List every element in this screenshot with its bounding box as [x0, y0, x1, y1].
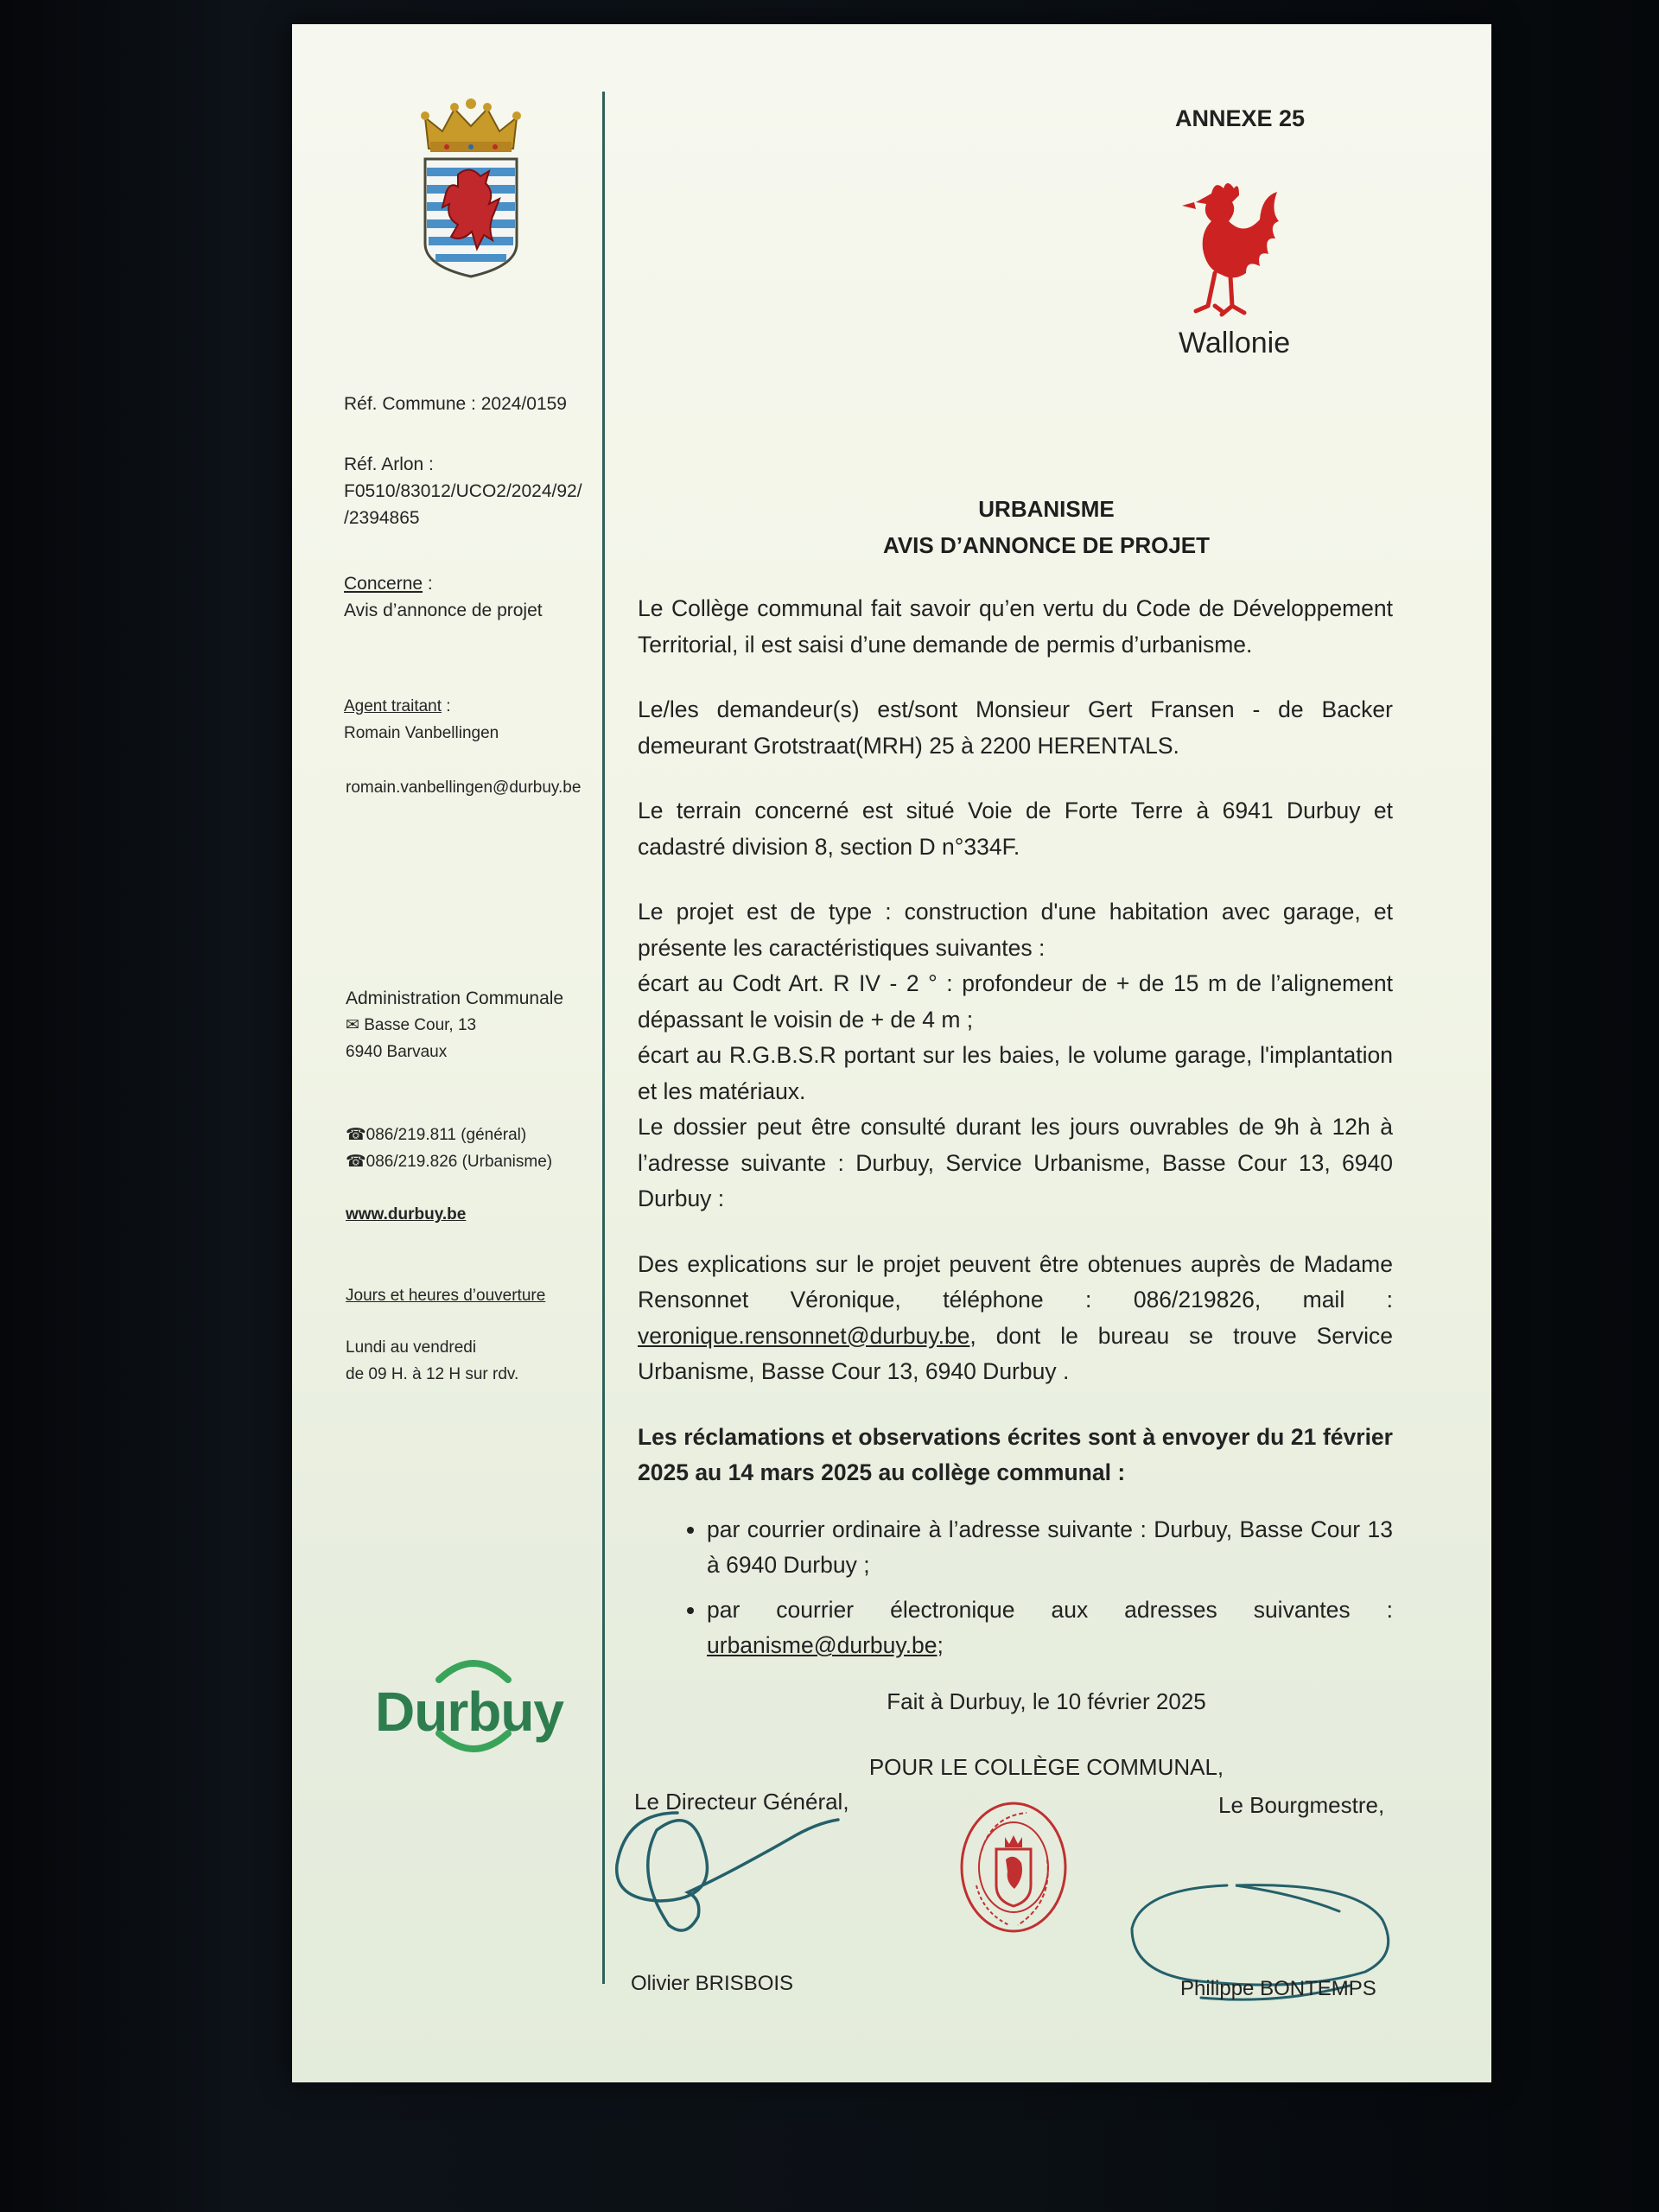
phone-block: [346, 1122, 552, 1175]
title-line2: AVIS D’ANNONCE DE PROJET: [882, 532, 1210, 558]
project-consultation: Le dossier peut être consulté durant les jours ouvrables de 9h à 12h à l’adresse suivante : Durbuy, Service Urbanisme, Basse Cour 13, 6940 Durbuy :: [638, 1114, 1393, 1211]
director-signature: [608, 1778, 850, 1942]
hours-time: de 09 H. à 12 H sur rdv.: [346, 1365, 519, 1383]
paragraph-intro: Le Collège communal fait savoir qu’en vertu du Code de Développement Territorial, il est saisi d’une demande de permis d’urbanisme.: [638, 595, 1393, 658]
admin-block: [346, 985, 563, 1065]
list-item: • par courrier ordinaire à l’adresse suivante : Durbuy, Basse Cour 13 à 6940 Durbuy ;: [707, 1512, 1393, 1584]
paragraph-project: [638, 894, 1393, 1217]
project-deviation-rgbsr: écart au R.G.B.S.R portant sur les baies, le volume garage, l'implantation et les matériaux.: [638, 1042, 1393, 1104]
contact-office: , dont le bureau se trouve Service Urbanisme, Basse Cour 13, 6940 Durbuy .: [638, 1322, 1393, 1384]
admin-address: ✉ Basse Cour, 13: [346, 1016, 477, 1034]
paragraph-applicant: Le/les demandeur(s) est/sont Monsieur Gert Fransen - de Backer demeurant Grotstraat(MRH) 25 à 2200 HERENTALS.: [638, 696, 1393, 759]
mayor-name: Philippe BONTEMPS: [1180, 1977, 1376, 2000]
notice-body: [638, 591, 1393, 1673]
contact-text: Des explications sur le projet peuvent être obtenues auprès de Madame Rensonnet Véronique, téléphone : 086/219826, mail :: [638, 1250, 1393, 1313]
project-deviation-codt: écart au Codt Art. R IV - 2 ° : profondeur de + de 15 m de l’alignement dépassant le voisin de + de 4 m ;: [638, 970, 1393, 1033]
paragraph-contact: [638, 1247, 1393, 1390]
for-college: POUR LE COLLÈGE COMMUNAL,: [868, 1754, 1224, 1780]
agent-email[interactable]: romain.vanbellingen@durbuy.be: [346, 779, 582, 797]
agent-block: [344, 693, 499, 747]
region-name: Wallonie: [1179, 327, 1291, 359]
agent-colon: :: [442, 697, 451, 715]
claims-methods-list: [638, 1512, 1393, 1664]
title-line1: URBANISME: [978, 496, 1115, 522]
annex-number: ANNEXE 25: [1175, 105, 1306, 131]
list-item: [707, 1592, 1393, 1664]
bullet2-text: par courrier électronique aux adresses suivantes :: [707, 1596, 1393, 1623]
concerne-value: Avis d’annonce de projet: [344, 601, 543, 620]
ref-arlon-line1: F0510/83012/UCO2/2024/92/: [344, 481, 582, 501]
paragraph-claims: Les réclamations et observations écrites sont à envoyer du 21 février 2025 au 14 mars 2025 au collège communal :: [638, 1423, 1393, 1485]
hours-block: [346, 1334, 518, 1388]
notice-title: [638, 491, 1455, 563]
bullet2-end: ;: [937, 1632, 944, 1658]
mayor-title: Le Bourgmestre,: [1218, 1792, 1385, 1818]
hours-days: Lundi au vendredi: [346, 1338, 477, 1357]
ref-arlon-block: [344, 451, 582, 531]
ref-arlon-line2: /2394865: [344, 508, 420, 528]
place-and-date: Fait à Durbuy, le 10 février 2025: [887, 1688, 1206, 1714]
admin-city: 6940 Barvaux: [346, 1043, 448, 1061]
website-link[interactable]: www.durbuy.be: [346, 1205, 467, 1224]
durbuy-logo: [372, 1642, 579, 1771]
concerne-block: [344, 570, 543, 624]
ref-arlon-label: Réf. Arlon :: [344, 454, 434, 474]
paragraph-land: Le terrain concerné est situé Voie de Forte Terre à 6941 Durbuy et cadastré division 8, section D n°334F.: [638, 798, 1393, 860]
official-seal: [957, 1799, 1070, 1936]
concerne-colon: :: [423, 574, 433, 594]
admin-title: Administration Communale: [346, 988, 564, 1008]
vertical-divider: [602, 92, 605, 1984]
director-title: Le Directeur Général,: [634, 1789, 849, 1815]
agent-name: Romain Vanbellingen: [344, 724, 499, 742]
project-type: Le projet est de type : construction d'une habitation avec garage, et présente les caractéristiques suivantes :: [638, 899, 1393, 961]
notice-document: [292, 24, 1491, 2082]
logo-text: Durbuy: [375, 1681, 563, 1743]
concerne-label: Concerne: [344, 574, 423, 594]
phone-urbanisme: ☎086/219.826 (Urbanisme): [346, 1153, 553, 1171]
director-name: Olivier BRISBOIS: [631, 1972, 794, 1995]
phone-general: ☎086/219.811 (général): [346, 1126, 527, 1144]
coat-of-arms-icon: [416, 97, 525, 280]
ref-commune: Réf. Commune : 2024/0159: [344, 394, 567, 414]
agent-label: Agent traitant: [344, 697, 442, 715]
hours-title: Jours et heures d’ouverture: [346, 1287, 546, 1305]
contact-email-link[interactable]: veronique.rensonnet@durbuy.be: [638, 1322, 970, 1349]
urbanisme-email-link[interactable]: urbanisme@durbuy.be: [707, 1632, 938, 1658]
wallonia-rooster-icon: [1177, 176, 1286, 325]
